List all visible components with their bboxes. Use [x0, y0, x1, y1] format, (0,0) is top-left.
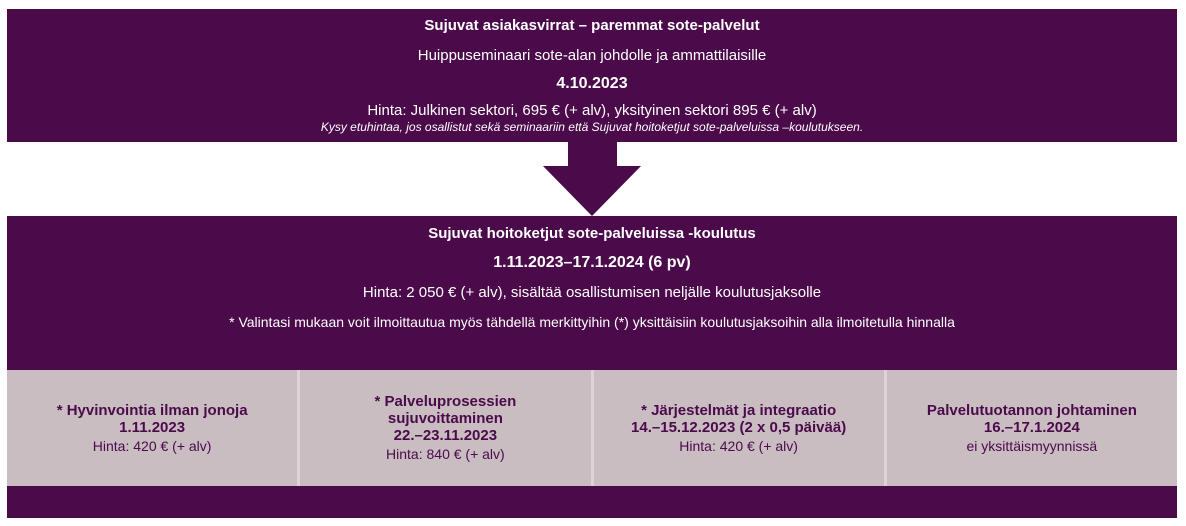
module-price: Hinta: 420 € (+ alv)	[679, 437, 798, 454]
module-price: ei yksittäismyynnissä	[966, 437, 1098, 454]
module-date: 22.–23.11.2023	[393, 427, 498, 444]
training-title: Sujuvat hoitoketjut sote-palveluissa -koulutus	[428, 225, 756, 242]
seminar-date: 4.10.2023	[556, 75, 628, 92]
module-title: Palvelutuotannon johtaminen	[926, 401, 1137, 419]
seminar-title: Sujuvat asiakasvirrat – paremmat sote-palvelut	[424, 17, 760, 34]
module-title: * Palveluprosessien sujuvoittaminen	[374, 393, 517, 427]
module-card	[887, 370, 1177, 486]
module-card	[7, 370, 300, 486]
module-date: 1.11.2023	[119, 418, 186, 436]
module-card	[594, 370, 887, 486]
seminar-note: Kysy etuhintaa, jos osallistut sekä seminaariin että Sujuvat hoitoketjut sote-palveluissa –koulutukseen.	[320, 120, 864, 134]
module-list	[7, 370, 1177, 486]
module-price: Hinta: 840 € (+ alv)	[386, 446, 505, 462]
training-note: * Valintasi mukaan voit ilmoittautua myös tähdellä merkittyihin (*) yksittäisiin koulutusjaksoihin alla ilmoitetulla hinnalla	[229, 314, 955, 330]
module-title: * Järjestelmät ja integraatio	[641, 401, 837, 419]
seminar-subtitle: Huippuseminaari sote-alan johdolle ja ammattilaisille	[417, 47, 767, 64]
training-date: 1.11.2023–17.1.2024 (6 pv)	[493, 254, 691, 271]
seminar-price: Hinta: Julkinen sektori, 695 € (+ alv), yksityinen sektori 895 € (+ alv)	[367, 102, 817, 119]
module-card	[300, 370, 593, 486]
training-price: Hinta: 2 050 € (+ alv), sisältää osallistumisen neljälle koulutusjaksolle	[362, 284, 822, 301]
module-title: * Hyvinvointia ilman jonoja	[56, 401, 248, 419]
module-date: 16.–17.1.2024	[983, 418, 1080, 436]
module-price: Hinta: 420 € (+ alv)	[92, 437, 212, 454]
seminar-box	[7, 9, 1177, 142]
module-date: 14.–15.12.2023 (2 x 0,5 päivää)	[631, 418, 847, 436]
